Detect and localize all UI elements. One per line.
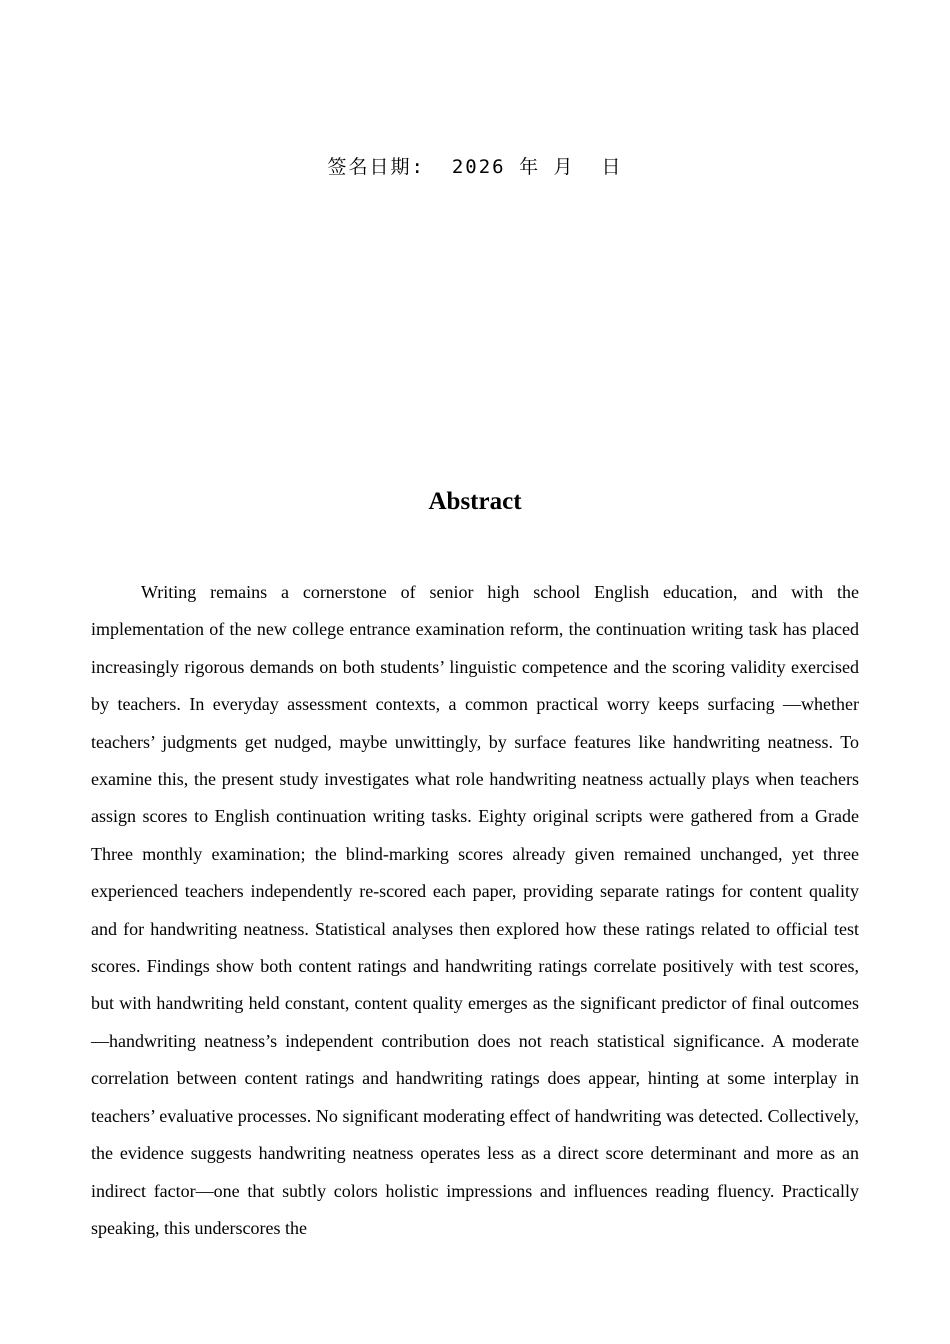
signature-date-label: 签名日期: <box>327 156 425 178</box>
signature-date-line <box>0 152 950 179</box>
signature-year-unit: 年 <box>519 156 541 178</box>
signature-month-unit: 月 <box>553 156 575 178</box>
abstract-title: Abstract <box>428 488 522 515</box>
signature-day-unit: 日 <box>601 156 623 178</box>
abstract-body: Writing remains a cornerstone of senior high school English education, and with the implementation of the new college entrance examination reform, the continuation writing task has placed increasingly rigorous demands on both students’ linguistic competence and the scoring validity exercised by teachers. In everyday assessment contexts, a common practical worry keeps surfacing —whether teachers’ judgments get nudged, maybe unwittingly, by surface features like handwriting neatness. To examine this, the present study investigates what role handwriting neatness actually plays when teachers assign scores to English continuation writing tasks. Eighty original scripts were gathered from a Grade Three monthly examination; the blind-marking scores already given remained unchanged, yet three experienced teachers independently re-scored each paper, providing separate ratings for content quality and for handwriting neatness. Statistical analyses then explored how these ratings related to official test scores. Findings show both content ratings and handwriting ratings correlate positively with test scores, but with handwriting held constant, content quality emerges as the significant predictor of final outcomes—handwriting neatness’s independent contribution does not reach statistical significance. A moderate correlation between content ratings and handwriting ratings does appear, hinting at some interplay in teachers’ evaluative processes. No significant moderating effect of handwriting was detected. Collectively, the evidence suggests handwriting neatness operates less as a direct score determinant and more as an indirect factor—one that subtly colors holistic impressions and influences reading fluency. Practically speaking, this underscores the <box>91 582 859 1238</box>
signature-year: 2026 <box>451 156 506 178</box>
